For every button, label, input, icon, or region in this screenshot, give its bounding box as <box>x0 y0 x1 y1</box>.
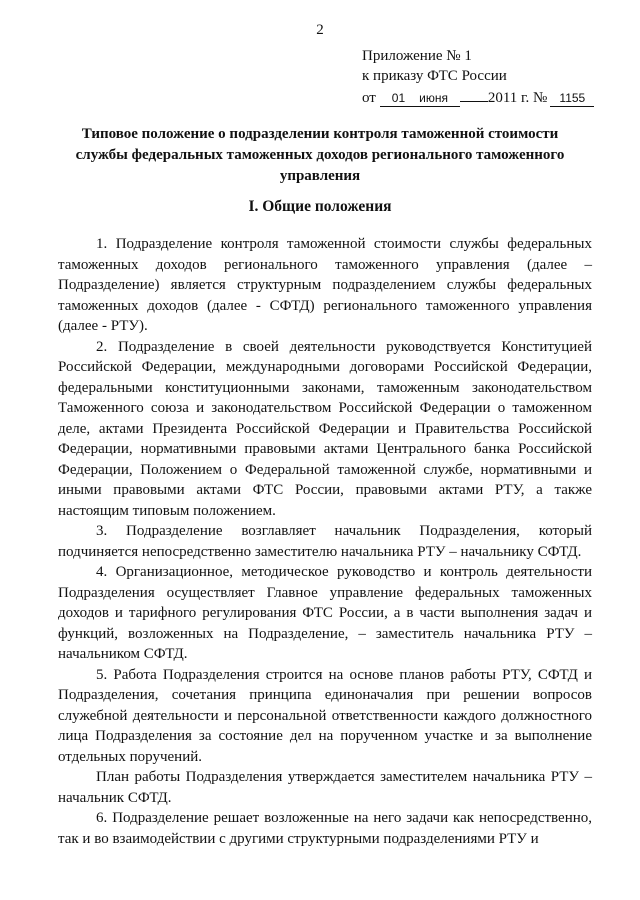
paragraph-6: 6. Подразделение решает возложенные на него задачи как непосредственно, так и во взаимодействии с другими структурными подразделениями РТУ и <box>58 810 592 847</box>
appendix-date-line <box>362 86 602 108</box>
date-month: июня <box>419 91 448 105</box>
paragraph-3: 3. Подразделение возглавляет начальник Подразделения, который подчиняется непосредственно заместителю начальника РТУ – начальнику СФТД. <box>58 523 592 560</box>
paragraph-4: 4. Организационное, методическое руководство и контроль деятельности Подразделения осуществляет Главное управление федеральных таможенных доходов и тарифного регулирования ФТС России, а в части выполнения задач и функций, возложенных на Подразделение, – заместитель начальника РТУ – начальником СФТД. <box>58 564 592 662</box>
paragraph-5: 5. Работа Подразделения строится на основе планов работы РТУ, СФТД и Подразделения, сочетания принципа единоначалия при решении вопросов служебной деятельности и персональной ответственности каждого должностного лица Подразделения за состояние дел на порученном участке и за выполнение отдельных поручений. <box>58 666 592 765</box>
date-underline <box>460 86 488 102</box>
paragraph-2: 2. Подразделение в своей деятельности руководствуется Конституцией Российской Федерации, международными договорами Российской Федерации, федеральными конституционными законами, таможенным законодательством Таможенного союза и законодательством Российской Федерации о таможенном деле, актами Президента Российской Федерации и Правительства Российской Федерации, нормативными правовыми актами Центрального банка Российской Федерации, Положением о Федеральной таможенной службе, нормативными и иными правовыми актами ФТС России, правовыми актами РТУ, а также настоящим типовым положением. <box>58 338 592 519</box>
date-day: 01 <box>391 91 406 105</box>
date-prefix: от <box>362 90 376 106</box>
appendix-order-ref: к приказу ФТС России <box>362 68 507 84</box>
paragraph-5-plan: План работы Подразделения утверждается заместителем начальника РТУ – начальник СФТД. <box>58 769 592 806</box>
document-title: Типовое положение о подразделении контроля таможенной стоимости службы федеральных таможенных доходов регионального таможенного управления <box>75 126 565 184</box>
page-number: 2 <box>316 22 324 38</box>
date-day-month-field <box>380 91 460 107</box>
appendix-title: Приложение № 1 <box>362 48 472 64</box>
appendix-block <box>362 46 602 108</box>
document-body <box>58 234 592 849</box>
order-number: 1155 <box>550 91 594 107</box>
section-heading: I. Общие положения <box>248 198 392 215</box>
date-year: 2011 г. № <box>487 90 548 106</box>
paragraph-1: 1. Подразделение контроля таможенной стоимости службы федеральных таможенных доходов регионального таможенного управления (далее – Подразделение) является структурным подразделением службы федеральных таможенных доходов (далее - СФТД) регионального таможенного управления (далее - РТУ). <box>58 236 592 334</box>
